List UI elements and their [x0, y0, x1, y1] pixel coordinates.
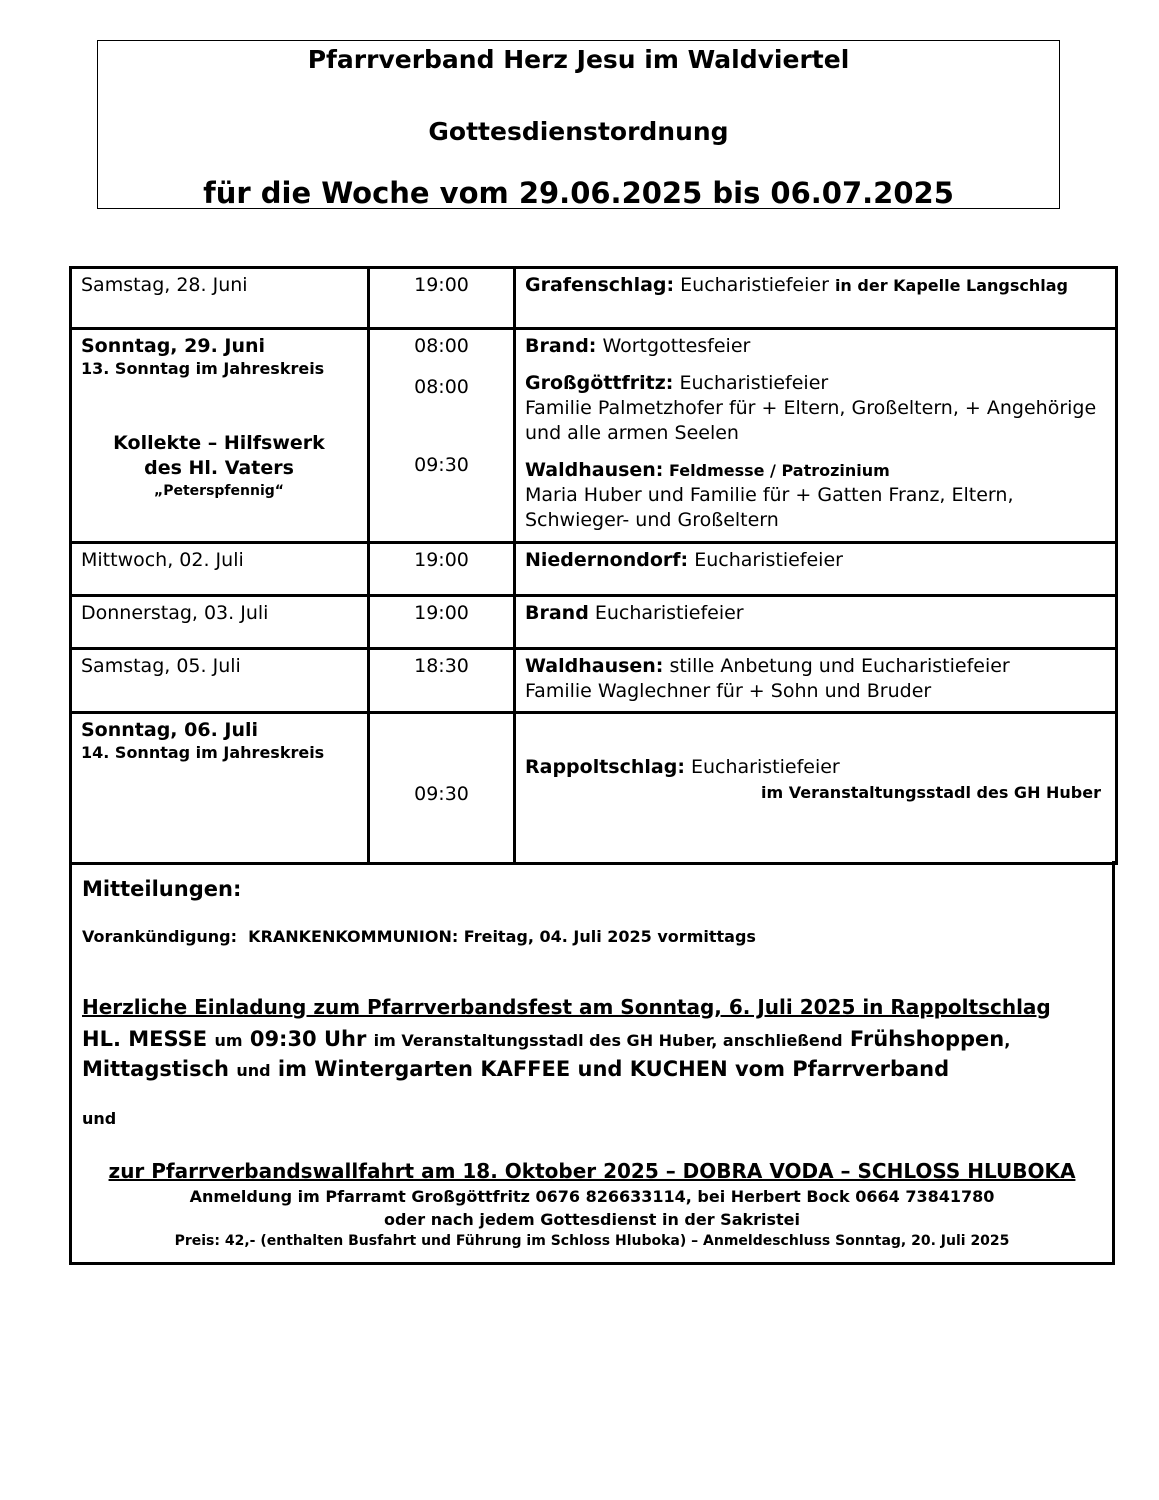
time-label: 09:30: [414, 783, 469, 805]
festival-invitation: Herzliche Einladung zum Pfarrverbandsfest am Sonntag, 6. Juli 2025 in Rappoltschlag: [82, 995, 1051, 1019]
parish-title: Pfarrverband Herz Jesu im Waldviertel: [307, 45, 850, 74]
festival-text: 09:30 Uhr: [242, 1027, 374, 1051]
date-cell: Samstag, 28. Juni: [71, 268, 369, 329]
place-name: Niedernondorf:: [525, 549, 689, 571]
pre-announcement: Vorankündigung: KRANKENKOMMUNION: Freitag, 04. Juli 2025 vormittags: [82, 927, 756, 946]
date-label: Sonntag, 29. Juni: [81, 335, 266, 357]
event-note: im Veranstaltungsstadl des GH Huber: [761, 783, 1101, 802]
time-cell: [369, 713, 515, 864]
event-cell: [515, 713, 1117, 864]
collection-line: Kollekte – Hilfswerk: [113, 432, 325, 454]
time-label: 08:00: [414, 335, 469, 357]
place-name: Großgöttfritz:: [525, 372, 674, 394]
place-name: Rappoltschlag:: [525, 756, 685, 778]
event-name: Wortgottesfeier: [596, 335, 751, 357]
liturgical-day: 14. Sonntag im Jahreskreis: [81, 743, 325, 762]
mass-intention: Familie Palmetzhofer für + Eltern, Großeltern, + Angehörige: [525, 397, 1097, 419]
time-label: 09:30: [414, 454, 469, 476]
event-name: Eucharistiefeier: [674, 274, 835, 296]
registration-info: Anmeldung im Pfarramt Großgöttfritz 0676 826633114, bei Herbert Bock 0664 73841780: [189, 1187, 995, 1206]
event-name: Eucharistiefeier: [684, 756, 840, 778]
festival-text: Mittagstisch: [82, 1057, 237, 1081]
announcements-box: [69, 861, 1115, 1265]
event-entry: [525, 334, 1115, 359]
event-cell: [515, 268, 1117, 329]
liturgical-day: 13. Sonntag im Jahreskreis: [81, 359, 325, 378]
place-name: Brand:: [525, 335, 597, 357]
festival-text: ,: [1004, 1031, 1011, 1050]
event-name: Feldmesse / Patrozinium: [663, 461, 890, 480]
date-cell: Donnerstag, 03. Juli: [71, 596, 369, 649]
table-row: [71, 543, 1117, 596]
date-cell: [71, 713, 369, 864]
event-entry: [525, 371, 1115, 396]
time-cell: 19:00: [369, 596, 515, 649]
table-row: [71, 596, 1117, 649]
event-cell: [515, 543, 1117, 596]
collection-line: „Peterspfennig“: [154, 483, 284, 499]
place-name: Waldhausen:: [525, 459, 664, 481]
date-cell: Mittwoch, 02. Juli: [71, 543, 369, 596]
festival-text: um: [214, 1031, 243, 1050]
time-cell: 19:00: [369, 543, 515, 596]
time-cell: 18:30: [369, 649, 515, 713]
header-box: [97, 40, 1060, 209]
event-entry: [525, 654, 1115, 679]
table-row: [71, 268, 1117, 329]
pilgrimage-title: zur Pfarrverbandswallfahrt am 18. Oktober 2025 – DOBRA VODA – SCHLOSS HLUBOKA: [108, 1159, 1076, 1183]
collection-line: des Hl. Vaters: [144, 457, 294, 479]
schedule-table: [69, 266, 1118, 865]
registration-info: oder nach jedem Gottesdienst in der Sakristei: [383, 1210, 801, 1229]
event-name: Eucharistiefeier: [688, 549, 843, 571]
festival-text: im Wintergarten KAFFEE und KUCHEN vom Pfarrverband: [270, 1057, 950, 1081]
event-cell: [515, 649, 1117, 713]
mass-intention: und alle armen Seelen: [525, 422, 739, 444]
festival-text: HL. MESSE: [82, 1027, 215, 1051]
mass-intention: Schwieger- und Großeltern: [525, 509, 779, 531]
date-cell: Samstag, 05. Juli: [71, 649, 369, 713]
price-info: Preis: 42,- (enthalten Busfahrt und Führung im Schloss Hluboka) – Anmeldeschluss Sonntag, 20. Juli 2025: [174, 1233, 1010, 1249]
table-row: [71, 713, 1117, 864]
mass-intention: Maria Huber und Familie für + Gatten Franz, Eltern,: [525, 484, 1014, 506]
event-cell: [515, 596, 1117, 649]
table-row: [71, 329, 1117, 543]
time-label: 08:00: [414, 376, 469, 398]
event-entry: [525, 755, 1115, 780]
connector-text: und: [82, 1109, 117, 1128]
place-name: Waldhausen:: [525, 655, 664, 677]
document-subtitle: Gottesdienstordnung: [428, 117, 729, 146]
place-name: Grafenschlag:: [525, 274, 675, 296]
mass-intention: Familie Waglechner für + Sohn und Bruder: [525, 680, 932, 702]
event-note: in der Kapelle Langschlag: [834, 276, 1069, 295]
table-row: [71, 649, 1117, 713]
festival-details: [82, 1025, 1102, 1085]
event-entry: [525, 458, 1115, 483]
week-range: für die Woche vom 29.06.2025 bis 06.07.2025: [203, 176, 954, 210]
event-name: Eucharistiefeier: [673, 372, 829, 394]
time-cell: [369, 329, 515, 543]
place-name: Brand: [525, 602, 589, 624]
event-name: stille Anbetung und Eucharistiefeier: [663, 655, 1010, 677]
date-label: Sonntag, 06. Juli: [81, 719, 259, 741]
event-name: Eucharistiefeier: [588, 602, 744, 624]
festival-text: im Veranstaltungsstadl des GH Huber, anschließend: [373, 1031, 843, 1050]
time-cell: 19:00: [369, 268, 515, 329]
announcements-heading: Mitteilungen:: [82, 877, 242, 901]
date-cell: [71, 329, 369, 543]
collection-note: [81, 431, 357, 501]
event-cell: [515, 329, 1117, 543]
festival-text: Frühshoppen: [842, 1027, 1005, 1051]
festival-text: und: [236, 1061, 271, 1080]
